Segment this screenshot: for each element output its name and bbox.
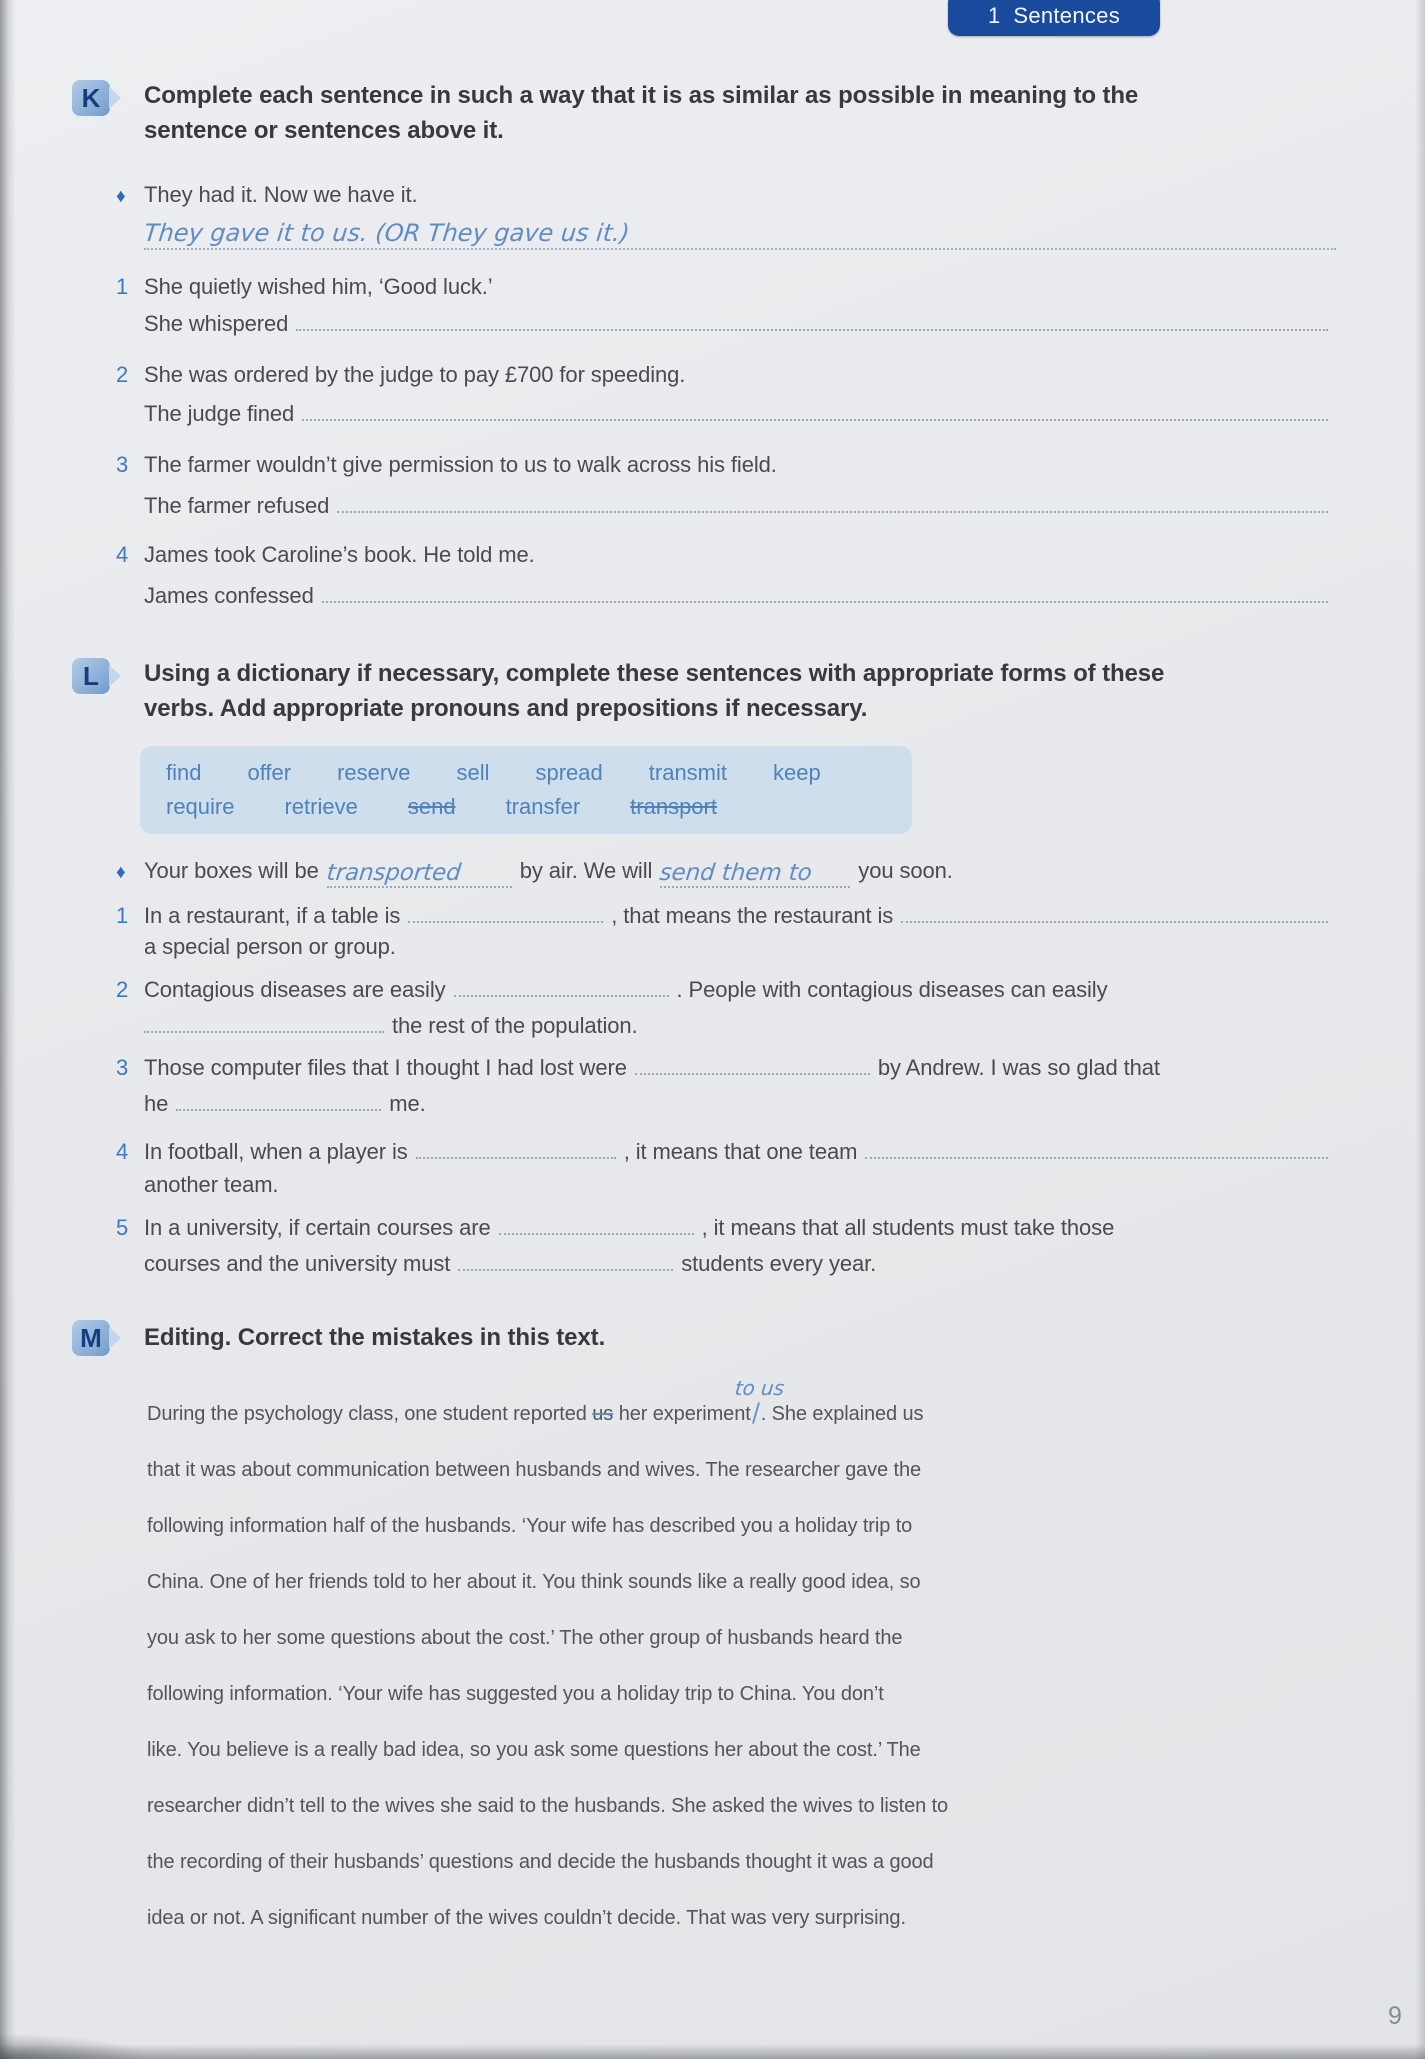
exercise-k-item-2-stem: The judge fined — [144, 396, 1336, 429]
exercise-k-item-4-prompt: 4 James took Caroline’s book. He told me. — [116, 540, 1336, 570]
word-box-word: sell — [456, 760, 490, 785]
exercise-l-instructions: Using a dictionary if necessary, complete these sentences with appropriate forms of these verbs. Add appropriate pronouns and prepositions if necessary. — [144, 660, 1165, 722]
exercise-l-example: ♦ Your boxes will be transported by air. We will send them to you soon. — [116, 858, 953, 886]
editing-text-line-2: that it was about communication between husbands and wives. The researcher gave the — [147, 1459, 922, 1481]
exercise-l-item-1-line-1: 1 In a restaurant, if a table is , that means the restaurant is — [116, 898, 1336, 931]
exercise-k-item-3-stem: The farmer refused — [144, 488, 1336, 521]
editing-text-line-5: you ask to her some questions about the cost.’ The other group of husbands heard the — [147, 1627, 903, 1649]
item-number: 1 — [116, 274, 129, 299]
word-box-word-struck: send — [407, 794, 456, 819]
answer-blank — [296, 306, 1328, 331]
exercise-k-item-1-prompt: 1 She quietly wished him, ‘Good luck.’ — [116, 272, 1336, 302]
page-right-edge-shadow — [1415, 0, 1425, 2059]
exercise-k-item-2-prompt: 2 She was ordered by the judge to pay £700 for speeding. — [116, 360, 1336, 390]
answer-blank — [635, 1050, 870, 1075]
answer-blank — [337, 488, 1328, 513]
editing-text-line-4: China. One of her friends told to her about it. You think sounds like a really good idea, so — [147, 1571, 921, 1593]
editing-text-line-7: like. You believe is a really bad idea, so you ask some questions her about the cost.’ The — [147, 1739, 921, 1761]
word-box-word: require — [166, 794, 235, 819]
exercise-l-item-5-line-1: 5 In a university, if certain courses are , it means that all students must take those — [116, 1210, 1336, 1243]
exercise-l-item-2-line-1: 2 Contagious diseases are easily . People with contagious diseases can easily — [116, 972, 1336, 1005]
exercise-k-item-4-stem: James confessed — [144, 578, 1336, 611]
insertion-mark — [733, 1376, 785, 1420]
exercise-m-instructions: Editing. Correct the mistakes in this text. — [144, 1324, 606, 1351]
exercise-m-badge — [72, 1320, 110, 1356]
exercise-k-example-prompt: ♦ They had it. Now we have it. — [116, 180, 1336, 212]
word-box-row-1 — [166, 760, 912, 786]
exercise-l-item-1-line-2: a special person or group. — [144, 934, 396, 959]
exercise-l-badge — [72, 658, 110, 694]
answer-blank — [660, 856, 850, 888]
answer-blank — [499, 1210, 694, 1235]
editing-text-line-1: During the psychology class, one student reported us her experiment to us . She explained us — [147, 1376, 924, 1425]
unit-tab-label: 1 Sentences — [987, 3, 1121, 28]
item-number: 1 — [116, 903, 129, 929]
editing-text-line-3: following information half of the husbands. ‘Your wife has described you a holiday trip to — [147, 1515, 913, 1537]
exercise-k-item-3-prompt: 3 The farmer wouldn’t give permission to us to walk across his field. — [116, 450, 1336, 480]
unit-tab — [948, 0, 1160, 36]
word-box-row-2 — [166, 794, 912, 820]
exercise-l-item-5-line-2: courses and the university must students every year. — [144, 1246, 1336, 1279]
handwritten-insertion: to us — [733, 1376, 785, 1400]
handwritten-answer: send them to — [658, 860, 814, 886]
word-box-word: keep — [773, 760, 821, 785]
word-box-word-struck: transport — [630, 794, 717, 819]
word-box-word: transfer — [505, 794, 581, 819]
handwritten-answer: transported — [325, 860, 462, 886]
exercise-l-item-3-line-1: 3 Those computer files that I thought I had lost were by Andrew. I was so glad that — [116, 1050, 1336, 1083]
answer-blank — [408, 898, 603, 923]
handwritten-answer: They gave it to us. (OR They gave us it.) — [142, 219, 631, 247]
answer-blank — [327, 856, 512, 888]
exercise-k-instructions: Complete each sentence in such a way that it is as similar as possible in meaning to the sentence or sentences above it. — [144, 82, 1139, 144]
item-number: 2 — [116, 362, 129, 387]
word-box-word: retrieve — [284, 794, 358, 819]
exercise-k-example-answer-line — [144, 212, 1336, 250]
page-corner-shadow — [0, 2033, 150, 2059]
editing-text-line-10: idea or not. A significant number of the wives couldn’t decide. That was very surprising. — [147, 1907, 906, 1929]
word-box-word: transmit — [648, 760, 728, 785]
answer-blank — [176, 1086, 381, 1111]
exercise-l-item-4-line-1: 4 In football, when a player is , it means that one team — [116, 1134, 1336, 1167]
editing-text-line-6: following information. ‘Your wife has suggested you a holiday trip to China. You don’t — [147, 1683, 884, 1705]
editing-text-line-9: the recording of their husbands’ questions and decide the husbands thought it was a good — [147, 1851, 934, 1873]
answer-blank — [458, 1246, 673, 1271]
exercise-k-item-1-stem: She whispered — [144, 306, 1336, 339]
answer-blank — [454, 972, 669, 997]
answer-blank — [302, 396, 1328, 421]
page-number: 9 — [1388, 2002, 1402, 2030]
answer-blank — [416, 1134, 616, 1159]
answer-blank — [865, 1134, 1328, 1159]
diamond-bullet-icon: ♦ — [116, 862, 126, 883]
page-left-edge-shadow — [0, 0, 16, 2059]
answer-blank — [322, 578, 1328, 603]
answer-blank — [901, 898, 1328, 923]
item-number: 3 — [116, 1055, 129, 1081]
word-box-word: reserve — [337, 760, 411, 785]
exercise-l-item-4-line-2: another team. — [144, 1172, 279, 1197]
item-number: 3 — [116, 452, 129, 477]
diamond-bullet-icon: ♦ — [116, 186, 126, 207]
item-number: 4 — [116, 542, 129, 567]
item-number: 5 — [116, 1215, 129, 1241]
editing-text-line-8: researcher didn’t tell to the wives she said to the husbands. She asked the wives to listen to — [147, 1795, 949, 1817]
exercise-l-item-2-line-2: the rest of the population. — [144, 1008, 1336, 1041]
word-box-word: offer — [247, 760, 292, 785]
caret-icon — [752, 1402, 760, 1424]
struck-word: us — [592, 1403, 614, 1425]
exercise-k-badge — [72, 80, 110, 116]
page-bottom-edge-shadow — [0, 2044, 1425, 2059]
exercise-l-letter: L — [83, 660, 99, 691]
exercise-m-letter: M — [80, 1322, 102, 1353]
item-number: 4 — [116, 1139, 129, 1165]
exercise-k-letter: K — [81, 82, 101, 113]
word-box-word: spread — [535, 760, 603, 785]
item-number: 2 — [116, 977, 129, 1003]
exercise-l-item-3-line-2: he me. — [144, 1086, 1336, 1119]
word-box-word: find — [166, 760, 202, 785]
verb-word-box — [140, 746, 912, 834]
answer-blank — [144, 1008, 384, 1033]
